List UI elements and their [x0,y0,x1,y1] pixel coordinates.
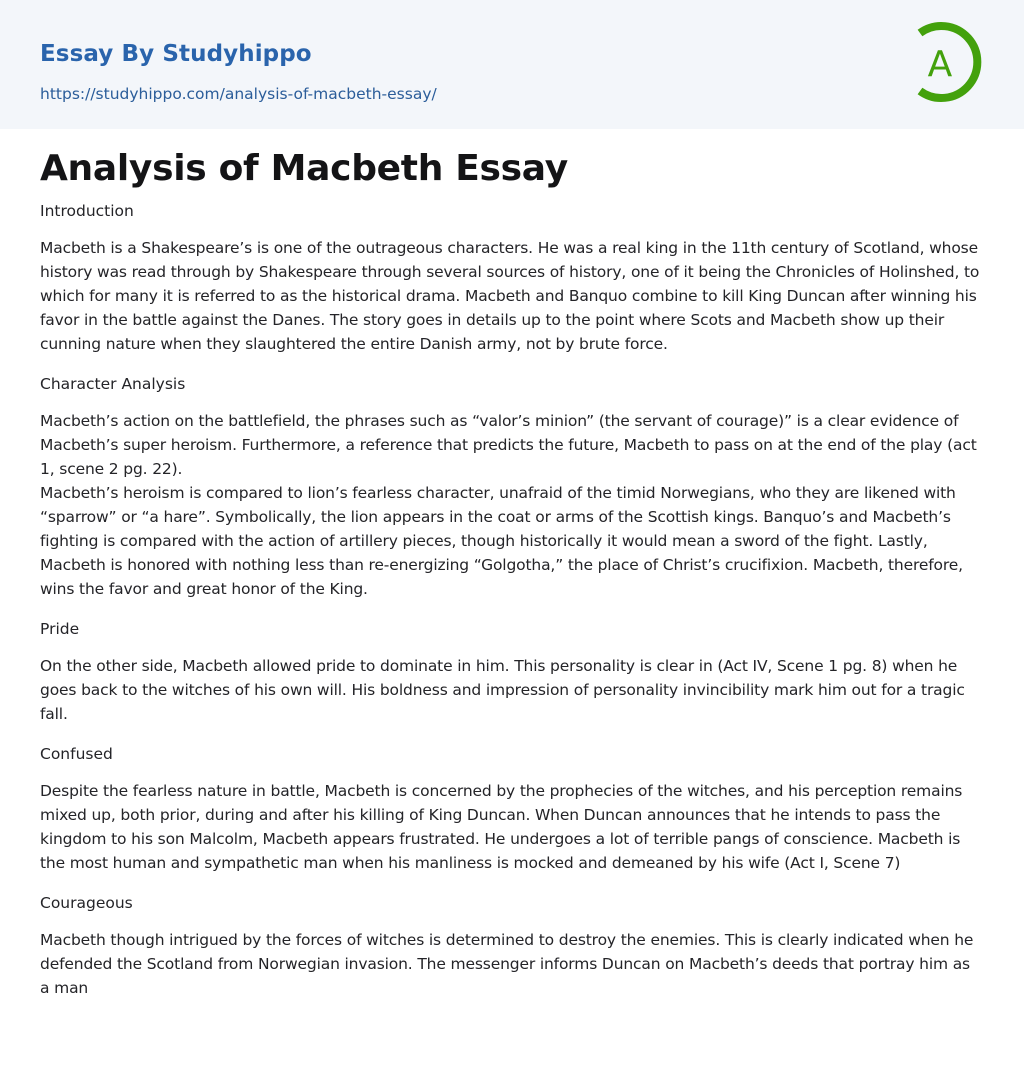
paragraph: Macbeth is a Shakespeare’s is one of the outrageous characters. He was a real king in the 11th century of Scotland, whose history was read through by Shakespeare through several sources of history, one of it being the Chronicles of Holinshed, to which for many it is referred to as the historical drama. Macbeth and Banquo combine to kill King Duncan after winning his favor in the battle against the Danes. The story goes in details up to the point where Scots and Macbeth show up their cunning nature when they slaughtered the entire Danish army, not by brute force. [40,239,980,353]
section-heading: Character Analysis [40,375,186,393]
section-introduction [40,199,984,356]
section-pride [40,617,984,726]
section-character-analysis [40,372,984,601]
section-heading: Pride [40,620,80,638]
page-title: Analysis of Macbeth Essay [40,148,568,189]
section-heading: Introduction [40,202,134,220]
paragraph: Despite the fearless nature in battle, Macbeth is concerned by the prophecies of the witches, and his perception remains mixed up, both prior, during and after his killing of King Duncan. When Duncan announces that he intends to pass the kingdom to his son Malcolm, Macbeth appears frustrated. He undergoes a lot of terrible pangs of conscience. Macbeth is the most human and sympathetic man when his manliness is mocked and demeaned by his wife (Act I, Scene 7) [40,782,963,872]
article-body [0,129,1024,1000]
section-confused [40,742,984,875]
section-heading: Confused [40,745,113,763]
section-courageous [40,891,984,1000]
studyhippo-a-ring-logo-icon[interactable] [912,18,988,106]
paragraph: Macbeth though intrigued by the forces of witches is determined to destroy the enemies. This is clearly indicated when he defended the Scotland from Norwegian invasion. The messenger informs Duncan on Macbeth’s deeds that portray him as a man [40,931,974,997]
paragraph: Macbeth’s heroism is compared to lion’s fearless character, unafraid of the timid Norwegians, who they are likened with “sparrow” or “a hare”. Symbolically, the lion appears in the coat or arms of the Scottish kings. Banquo’s and Macbeth’s fighting is compared with the action of artillery pieces, though historically it would mean a sword of the fight. Lastly, Macbeth is honored with nothing less than re-energizing “Golgotha,” the place of Christ’s crucifixion. Macbeth, therefore, wins the favor and great honor of the King. [40,484,963,598]
paragraph: Macbeth’s action on the battlefield, the phrases such as “valor’s minion” (the servant of courage)” is a clear evidence of Macbeth’s super heroism. Furthermore, a reference that predicts the future, Macbeth to pass on at the end of the play (act 1, scene 2 pg. 22). [40,412,977,478]
site-header [0,0,1024,129]
brand-title[interactable]: Essay By Studyhippo [40,41,312,67]
logo-letter: A [927,44,953,85]
section-heading: Courageous [40,894,133,912]
essay-url-link[interactable]: https://studyhippo.com/analysis-of-macbeth-essay/ [40,85,437,103]
paragraph: On the other side, Macbeth allowed pride to dominate in him. This personality is clear in (Act IV, Scene 1 pg. 8) when he goes back to the witches of his own will. His boldness and impression of personality invincibility mark him out for a tragic fall. [40,657,965,723]
